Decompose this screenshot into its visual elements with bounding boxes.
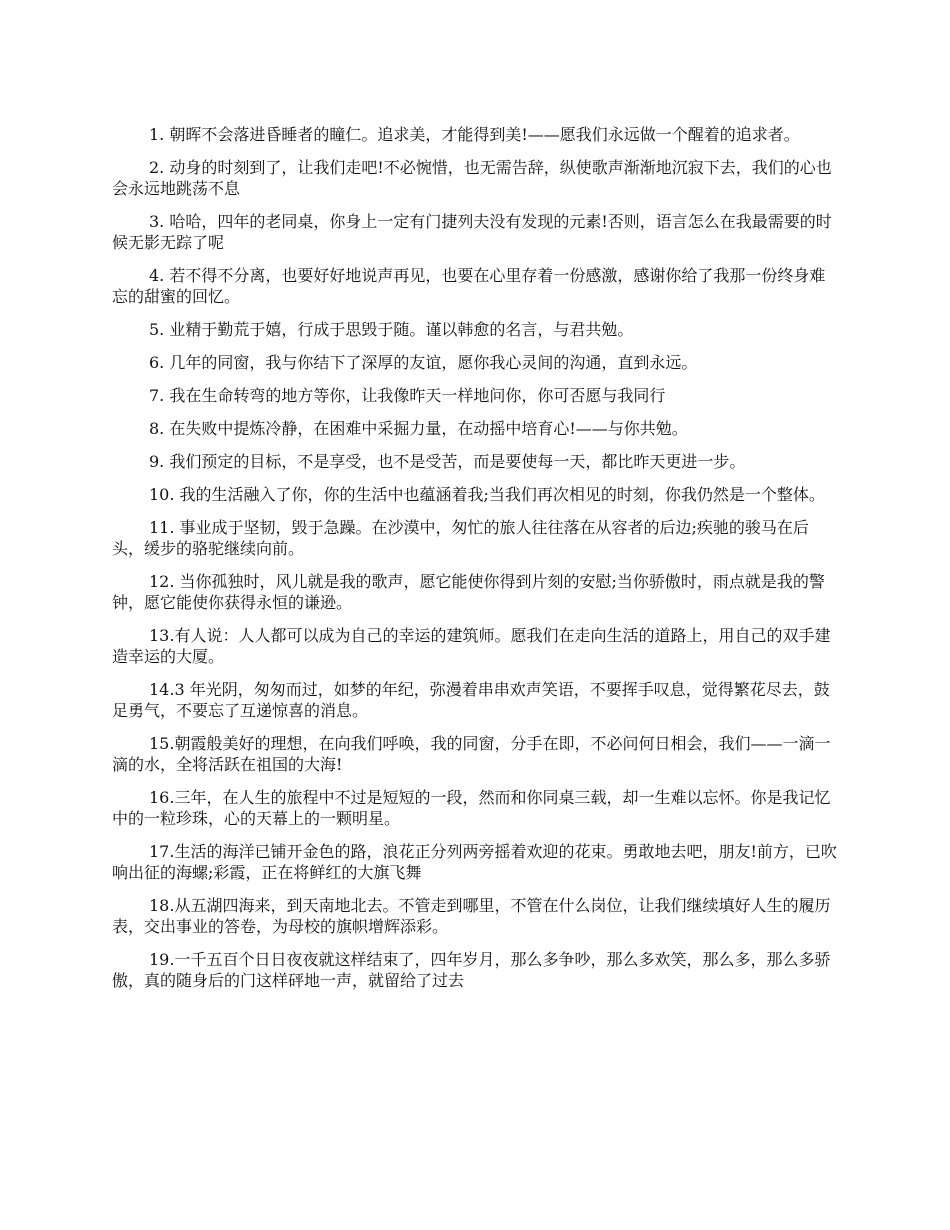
- paragraph-11: 11. 事业成于坚韧，毁于急躁。在沙漠中，匆忙的旅人往往落在从容者的后边;疾驰的骏马在后头，缓步的骆驼继续向前。: [112, 518, 809, 558]
- paragraph-3: 3. 哈哈，四年的老同桌，你身上一定有门捷列夫没有发现的元素!否则，语言怎么在我最需要的时候无影无踪了呢: [112, 212, 832, 252]
- paragraph-18: 18.从五湖四海来，到天南地北去。不管走到哪里，不管在什么岗位，让我们继续填好人生的履历表，交出事业的答卷，为母校的旗帜增辉添彩。: [112, 896, 831, 936]
- paragraph-4: 4. 若不得不分离，也要好好地说声再见，也要在心里存着一份感激，感谢你给了我那一份终身难忘的甜蜜的回忆。: [112, 266, 826, 306]
- paragraph-9: 9. 我们预定的目标，不是享受，也不是受苦，而是要使每一天，都比昨天更进一步。: [149, 452, 746, 471]
- paragraph-19: 19.一千五百个日日夜夜就这样结束了，四年岁月，那么多争吵，那么多欢笑，那么多，那么多骄傲，真的随身后的门这样砰地一声，就留给了过去: [112, 950, 831, 990]
- paragraph-2: 2. 动身的时刻到了，让我们走吧!不必惋惜，也无需告辞，纵使歌声渐渐地沉寂下去，我们的心也会永远地跳荡不息: [112, 158, 832, 198]
- paragraph-1: 1. 朝晖不会落进昏睡者的瞳仁。追求美，才能得到美!——愿我们永远做一个醒着的追求者。: [149, 125, 800, 144]
- paragraph-16: 16.三年，在人生的旅程中不过是短短的一段，然而和你同桌三载，却一生难以忘怀。你是我记忆中的一粒珍珠，心的天幕上的一颗明星。: [112, 788, 831, 828]
- document-body: [112, 124, 840, 1003]
- paragraph-15: 15.朝霞般美好的理想，在向我们呼唤，我的同窗，分手在即，不必问何日相会，我们——一滴一滴的水，全将活跃在祖国的大海!: [112, 734, 831, 774]
- paragraph-8: 8. 在失败中提炼冷静，在困难中采掘力量，在动摇中培育心!——与你共勉。: [149, 419, 688, 438]
- paragraph-17: 17.生活的海洋已铺开金色的路，浪花正分列两旁摇着欢迎的花束。勇敢地去吧，朋友!前方，已吹响出征的海螺;彩霞，正在将鲜红的大旗飞舞: [112, 842, 837, 882]
- paragraph-12: 12. 当你孤独时，风儿就是我的歌声，愿它能使你得到片刻的安慰;当你骄傲时，雨点就是我的警钟，愿它能使你获得永恒的谦逊。: [112, 572, 825, 612]
- paragraph-5: 5. 业精于勤荒于嬉，行成于思毁于随。谨以韩愈的名言，与君共勉。: [149, 320, 634, 339]
- paragraph-14: 14.3 年光阴，匆匆而过，如梦的年纪，弥漫着串串欢声笑语，不要挥手叹息，觉得繁花尽去，鼓足勇气，不要忘了互递惊喜的消息。: [112, 680, 830, 720]
- paragraph-7: 7. 我在生命转弯的地方等你，让我像昨天一样地问你，你可否愿与我同行: [149, 386, 666, 405]
- paragraph-6: 6. 几年的同窗，我与你结下了深厚的友谊，愿你我心灵间的沟通，直到永远。: [149, 353, 698, 372]
- paragraph-10: 10. 我的生活融入了你，你的生活中也蕴涵着我;当我们再次相见的时刻，你我仍然是一个整体。: [149, 485, 825, 504]
- paragraph-13: 13.有人说：人人都可以成为自己的幸运的建筑师。愿我们在走向生活的道路上，用自己的双手建造幸运的大厦。: [112, 626, 831, 666]
